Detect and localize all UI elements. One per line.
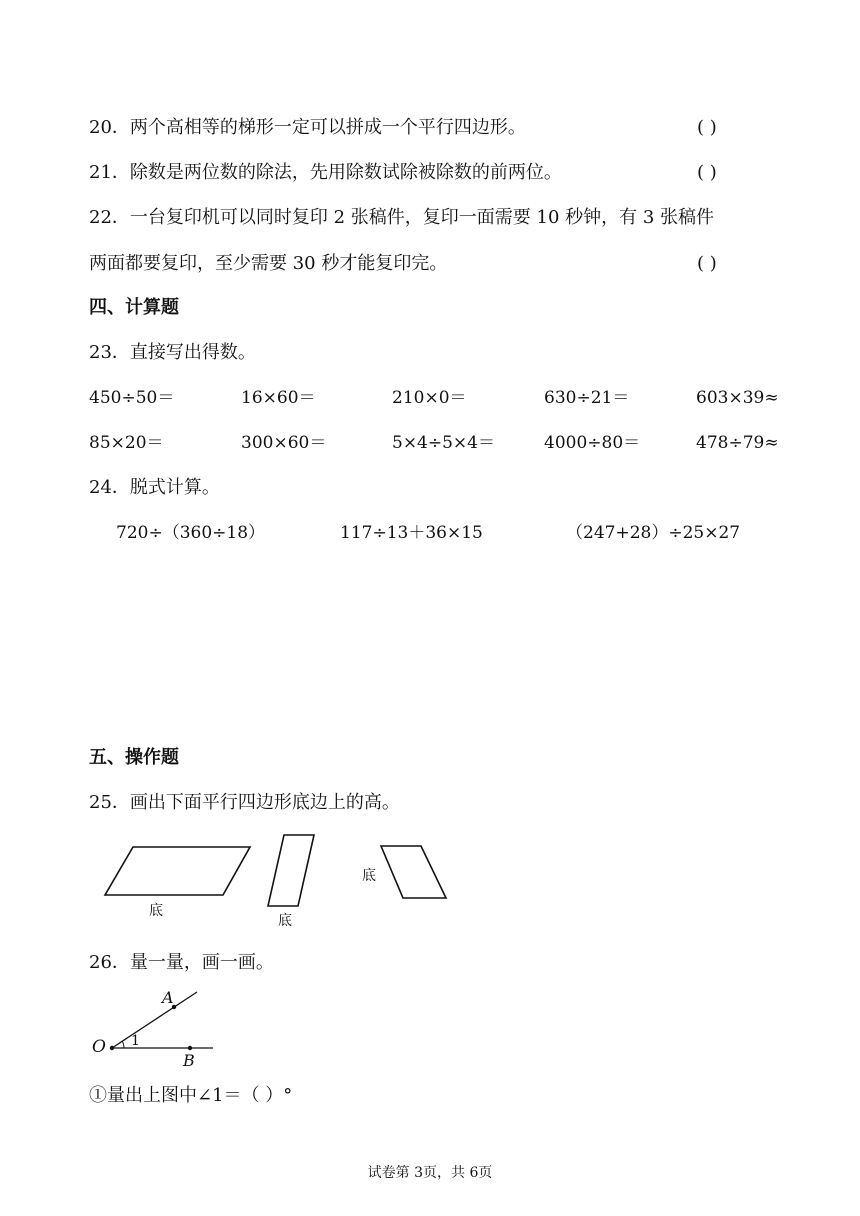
answer-blank-22[interactable]: ( ) [697, 253, 717, 274]
step-calc-1: 720÷（360÷18） [116, 523, 266, 543]
question-26-sub-1: ①量出上图中∠1＝（ ）° [89, 1085, 293, 1106]
answer-blank-21[interactable]: ( ) [697, 162, 717, 183]
label-a: A [162, 988, 174, 1007]
question-20: 20．两个高相等的梯形一定可以拼成一个平行四边形。 [89, 117, 526, 138]
calc-item: 630÷21＝ [544, 388, 630, 408]
calc-item: 450÷50＝ [89, 388, 175, 408]
point-o [110, 1046, 114, 1050]
section-4-title: 四、计算题 [89, 297, 179, 318]
calc-item: 300×60＝ [241, 433, 327, 453]
calc-item: 85×20＝ [89, 433, 164, 453]
calc-item: 16×60＝ [241, 388, 316, 408]
ray-oa [112, 992, 197, 1048]
base-label-3: 底 [362, 868, 376, 884]
calc-item: 603×39≈ [696, 388, 779, 408]
question-23: 23．直接写出得数。 [89, 342, 256, 363]
question-26: 26．量一量，画一画。 [89, 952, 274, 973]
point-b [188, 1046, 192, 1050]
label-o: O [92, 1037, 106, 1057]
page-footer: 试卷第 3页，共 6页 [367, 1165, 493, 1181]
angle-arc [122, 1041, 124, 1048]
step-calc-2: 117÷13＋36×15 [340, 523, 483, 543]
base-label-2: 底 [278, 913, 292, 929]
question-22: 22．一台复印机可以同时复印 2 张稿件，复印一面需要 10 秒钟，有 3 张稿件 [89, 207, 715, 228]
calc-item: 5×4÷5×4＝ [392, 433, 495, 453]
label-b: B [183, 1051, 195, 1070]
calc-item: 4000÷80＝ [544, 433, 641, 453]
section-5-title: 五、操作题 [89, 747, 179, 768]
question-21: 21．除数是两位数的除法，先用除数试除被除数的前两位。 [89, 162, 562, 183]
label-angle-1: 1 [131, 1033, 140, 1049]
step-calc-3: （247+28）÷25×27 [566, 523, 741, 543]
base-label-1: 底 [149, 903, 163, 919]
calc-item: 210×0＝ [392, 388, 467, 408]
answer-blank-20[interactable]: ( ) [697, 117, 717, 138]
question-24: 24．脱式计算。 [89, 477, 220, 498]
question-22-continued: 两面都要复印，至少需要 30 秒才能复印完。 [89, 253, 448, 274]
calc-item: 478÷79≈ [696, 433, 779, 453]
question-25: 25．画出下面平行四边形底边上的高。 [89, 792, 400, 813]
